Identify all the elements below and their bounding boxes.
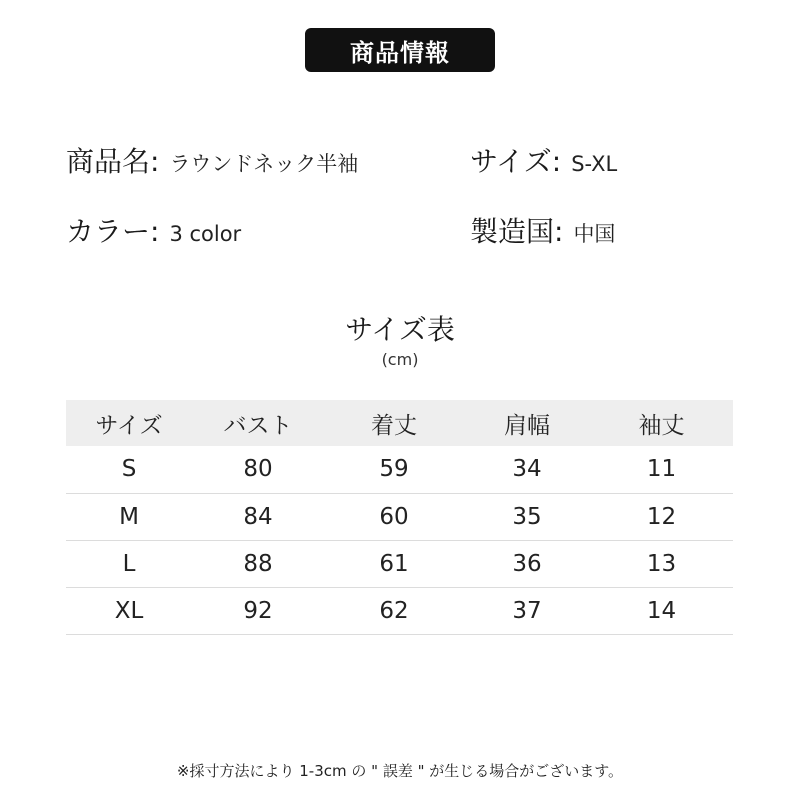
- table-cell: 61: [324, 540, 464, 587]
- table-cell: S: [66, 446, 192, 493]
- measurement-footnote: ※採寸方法により 1-3cm の " 誤差 " が生じる場合がございます。: [176, 762, 624, 780]
- product-name-row: [66, 140, 358, 180]
- table-cell: 84: [192, 493, 324, 540]
- table-row: [66, 446, 733, 493]
- size-chart-table: [66, 400, 733, 635]
- table-cell: 35: [464, 493, 590, 540]
- table-row: [66, 587, 733, 634]
- table-cell: 88: [192, 540, 324, 587]
- table-cell: 13: [590, 540, 733, 587]
- table-cell: M: [66, 493, 192, 540]
- column-header: 袖丈: [590, 400, 733, 446]
- product-name-label: 商品名:: [66, 145, 160, 178]
- size-range-row: [470, 140, 617, 180]
- table-cell: 62: [324, 587, 464, 634]
- table-cell: 36: [464, 540, 590, 587]
- column-header: バスト: [192, 400, 324, 446]
- table-cell: XL: [66, 587, 192, 634]
- table-cell: 92: [192, 587, 324, 634]
- table-cell: 37: [464, 587, 590, 634]
- table-row: [66, 540, 733, 587]
- size-chart-title: サイズ表: [345, 313, 455, 346]
- table-cell: 11: [590, 446, 733, 493]
- color-value: 3 color: [169, 222, 242, 246]
- column-header: サイズ: [66, 400, 192, 446]
- table-cell: L: [66, 540, 192, 587]
- color-row: [66, 210, 241, 250]
- color-label: カラー:: [66, 215, 160, 248]
- country-row: [470, 210, 615, 250]
- table-cell: 59: [324, 446, 464, 493]
- table-cell: 12: [590, 493, 733, 540]
- table-cell: 14: [590, 587, 733, 634]
- size-range-value: S-XL: [571, 152, 618, 176]
- size-range-label: サイズ:: [470, 145, 562, 178]
- table-header-row: [66, 400, 733, 446]
- size-chart-unit: (cm): [381, 350, 419, 369]
- column-header: 着丈: [324, 400, 464, 446]
- table-row: [66, 493, 733, 540]
- country-label: 製造国:: [470, 215, 564, 248]
- table-cell: 34: [464, 446, 590, 493]
- column-header: 肩幅: [464, 400, 590, 446]
- product-name-value: ラウンドネック半袖: [169, 152, 359, 176]
- table-cell: 80: [192, 446, 324, 493]
- section-title-badge: 商品情報: [305, 28, 495, 72]
- table-cell: 60: [324, 493, 464, 540]
- country-value: 中国: [573, 222, 616, 246]
